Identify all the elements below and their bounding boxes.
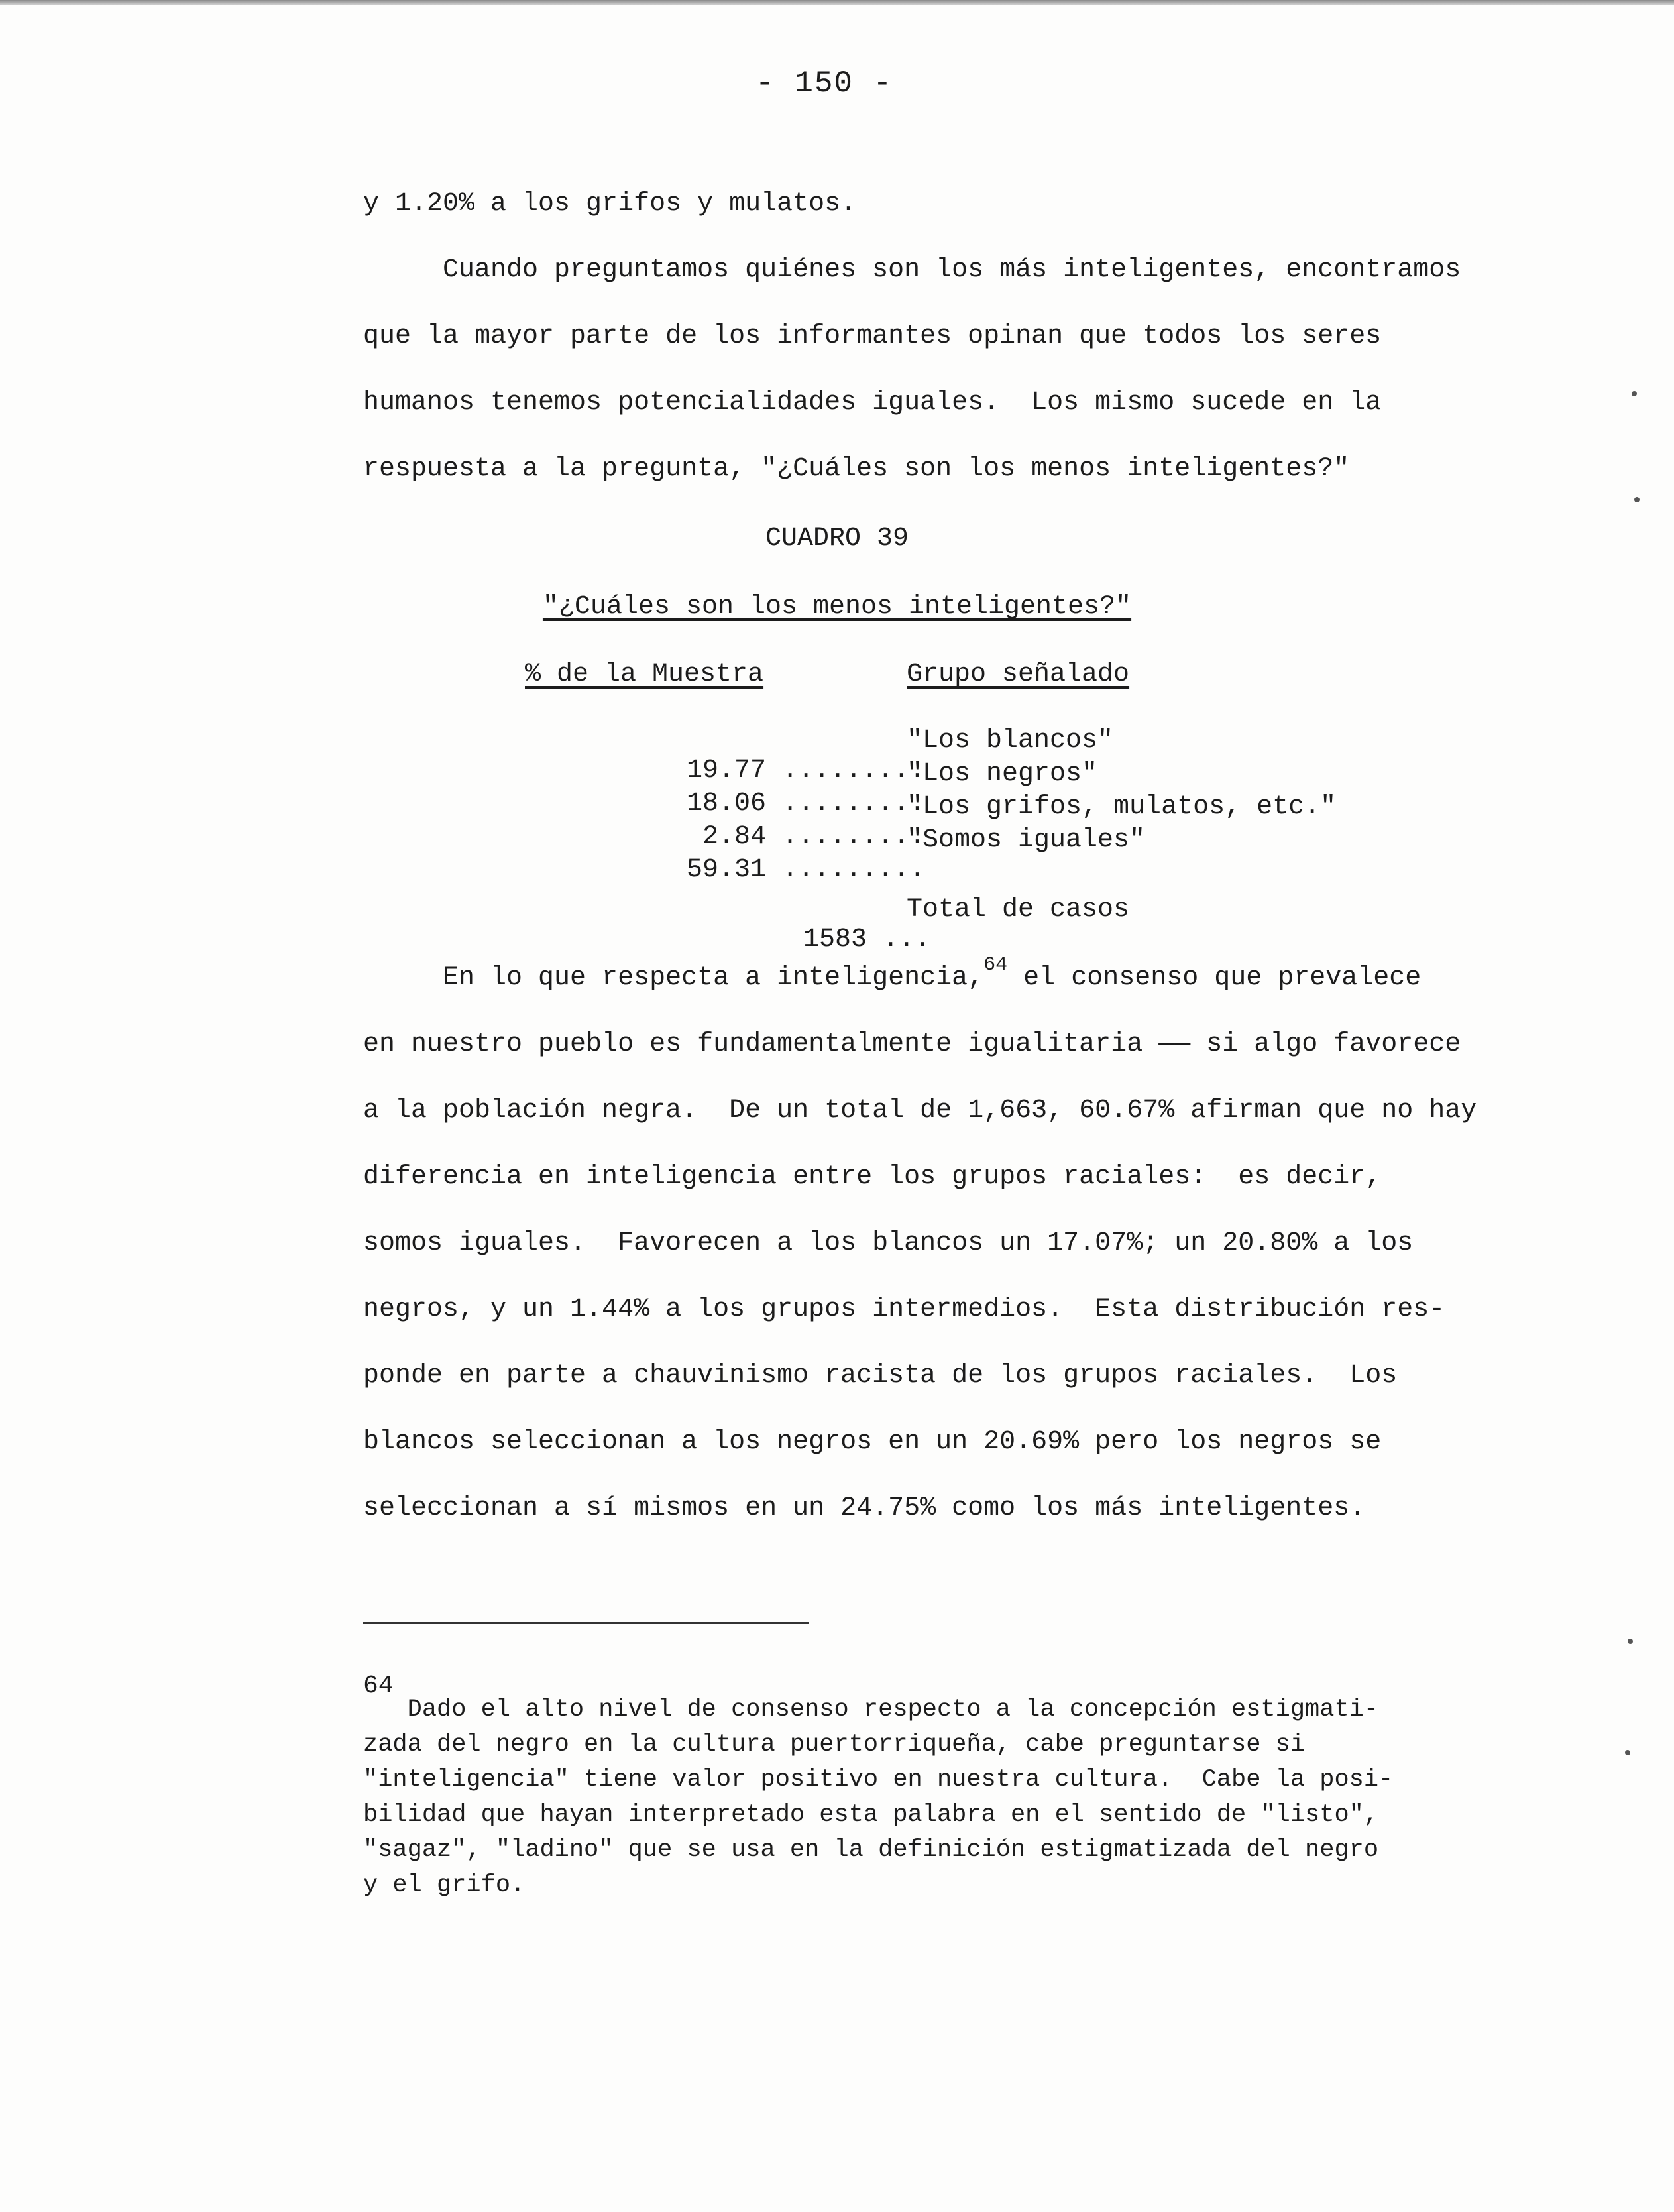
row-group: "Los blancos" — [907, 726, 1114, 756]
footnote-reference: 64 — [983, 954, 1008, 976]
table-label: CUADRO 39 — [765, 524, 909, 553]
body-line: ponde en parte a chauvinismo racista de los grupos raciales. Los — [363, 1361, 1398, 1391]
body-text: el consenso que prevalece — [1007, 963, 1422, 993]
row-percent: 19.77 — [687, 756, 767, 786]
footnote-line: "sagaz", "ladino" que se usa en la definición estigmatizada del negro — [363, 1836, 1379, 1864]
row-leader-dots: ......... — [782, 789, 926, 819]
body-line: somos iguales. Favorecen a los blancos un 17.07%; un 20.80% a los — [363, 1228, 1414, 1258]
total-value: 1583 — [803, 925, 867, 955]
row-group: "Los grifos, mulatos, etc." — [907, 792, 1337, 822]
scan-top-edge — [0, 0, 1674, 5]
row-leader-dots: ......... — [782, 855, 926, 885]
row-percent: 59.31 — [687, 855, 767, 885]
table-title-text: "¿Cuáles son los menos inteligentes?" — [542, 592, 1132, 622]
body-line: humanos tenemos potencialidades iguales. Los mismo sucede en la — [363, 388, 1382, 418]
body-line: en nuestro pueblo es fundamentalmente igualitaria —— si algo favorece — [363, 1029, 1461, 1059]
row-group: "Somos iguales" — [907, 825, 1146, 855]
footnote-line: Dado el alto nivel de consenso respecto a la concepción estigmati- — [363, 1696, 1379, 1723]
scan-speck — [1628, 1639, 1633, 1644]
footnote-line: "inteligencia" tiene valor positivo en nuestra cultura. Cabe la posi- — [363, 1766, 1394, 1794]
footnote-separator — [363, 1622, 809, 1624]
footnote-line: y el grifo. — [363, 1871, 526, 1899]
body-line: diferencia en inteligencia entre los grupos raciales: es decir, — [363, 1162, 1382, 1192]
table-title — [0, 592, 1674, 622]
column-header-percent: % de la Muestra — [525, 660, 764, 689]
row-leader-dots: ......... — [782, 822, 926, 852]
body-line: seleccionan a sí mismos en un 24.75% como los más inteligentes. — [363, 1493, 1366, 1523]
body-line: que la mayor parte de los informantes opinan que todos los seres — [363, 321, 1382, 351]
footnote-number: 64 — [363, 1672, 394, 1700]
body-line — [363, 954, 1422, 993]
body-line: y 1.20% a los grifos y mulatos. — [363, 189, 857, 219]
body-line: respuesta a la pregunta, "¿Cuáles son los menos inteligentes?" — [363, 454, 1350, 484]
footnote-line: zada del negro en la cultura puertorriqueña, cabe preguntarse si — [363, 1731, 1306, 1759]
row-group: "Los negros" — [907, 759, 1098, 789]
scan-speck — [1625, 1750, 1630, 1755]
scan-speck — [1634, 497, 1640, 502]
footnote-line: bilidad que hayan interpretado esta palabra en el sentido de "listo", — [363, 1801, 1379, 1829]
total-label: Total de casos — [907, 895, 1130, 925]
body-line: Cuando preguntamos quiénes son los más inteligentes, encontramos — [363, 255, 1461, 285]
body-text: En lo que respecta a inteligencia, — [363, 963, 984, 993]
body-line: negros, y un 1.44% a los grupos intermedios. Esta distribución res- — [363, 1295, 1445, 1324]
column-header-group: Grupo señalado — [907, 660, 1130, 689]
scan-speck — [1632, 391, 1637, 396]
total-leader-dots: ... — [883, 925, 931, 955]
row-leader-dots: ......... — [782, 756, 926, 786]
row-percent: 2.84 — [702, 822, 767, 852]
body-line: a la población negra. De un total de 1,663, 60.67% afirman que no hay — [363, 1096, 1477, 1126]
page-number: - 150 - — [755, 66, 893, 101]
row-percent: 18.06 — [687, 789, 767, 819]
body-line: blancos seleccionan a los negros en un 20.69% pero los negros se — [363, 1427, 1382, 1457]
